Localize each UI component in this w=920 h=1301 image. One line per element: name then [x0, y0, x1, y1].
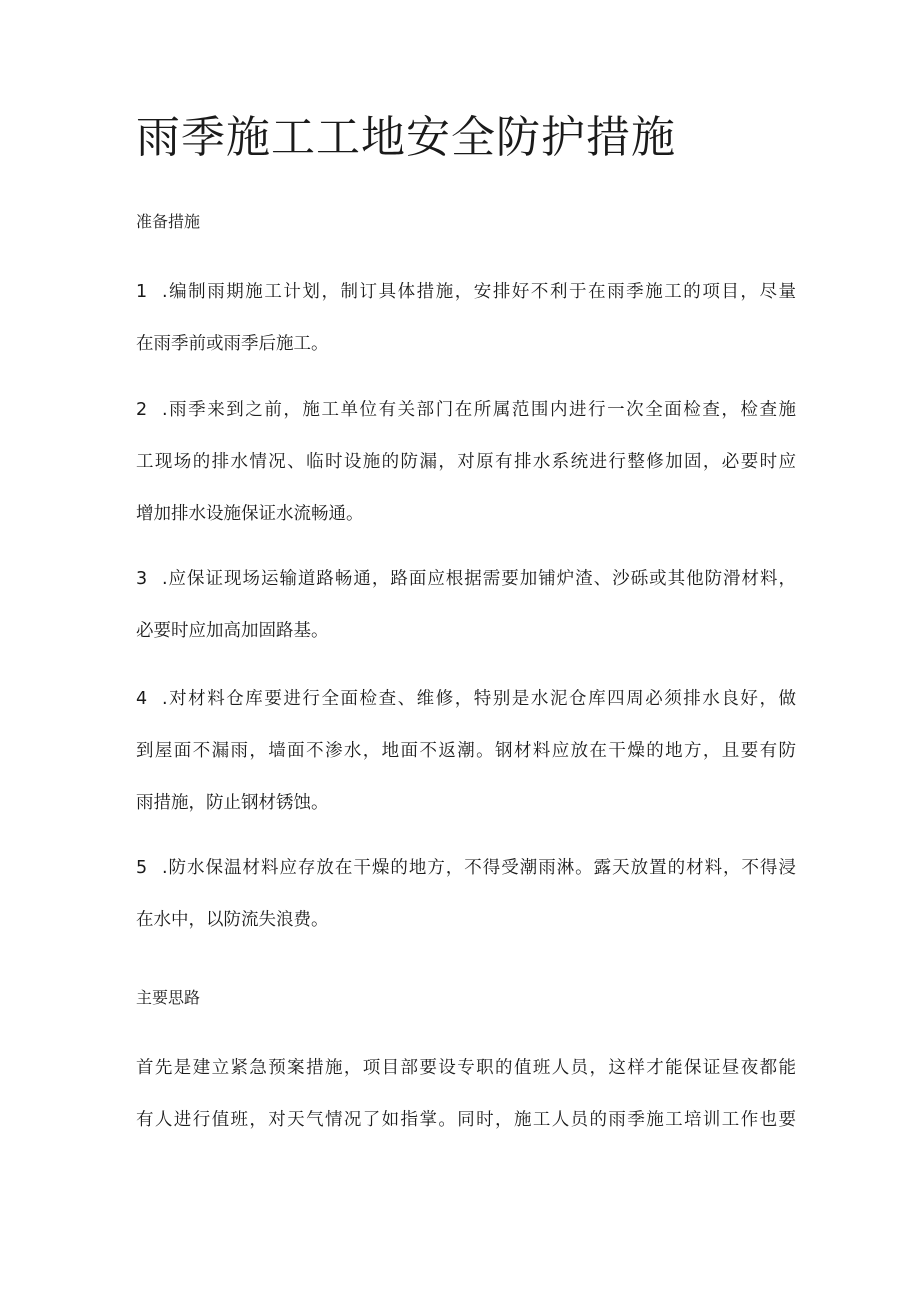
list-item-line — [136, 397, 796, 449]
list-item-2 — [136, 397, 796, 553]
list-item-line: 必要时应加高加固路基。 — [136, 621, 329, 641]
list-item-number: 4 — [136, 689, 148, 709]
list-item-line: 在雨季前或雨季后施工。 — [136, 334, 329, 354]
list-item-number: 2 — [136, 400, 148, 420]
list-item-line: 在水中，以防流失浪费。 — [136, 910, 329, 930]
paragraph-line: 首先是建立紧急预案措施，项目部要设专职的值班人员，这样才能保证昼夜都能 — [136, 1058, 796, 1078]
section-heading-main-ideas: 主要思路 — [136, 988, 201, 1007]
section-heading-preparation: 准备措施 — [136, 212, 201, 231]
list-item-line — [136, 566, 796, 618]
list-item-line — [136, 855, 796, 907]
list-item-1 — [136, 279, 796, 383]
list-item-5 — [136, 855, 796, 959]
list-item-text: .雨季来到之前，施工单位有关部门在所属范围内进行一次全面检查，检查施 — [162, 400, 796, 420]
list-item-3 — [136, 566, 796, 670]
list-item-line: 到屋面不漏雨，墙面不渗水，地面不返潮。钢材料应放在干燥的地方，且要有防 — [136, 741, 796, 761]
list-item-text: .对材料仓库要进行全面检查、维修，特别是水泥仓库四周必须排水良好，做 — [162, 689, 796, 709]
list-item-text: .防水保温材料应存放在干燥的地方，不得受潮雨淋。露天放置的材料，不得浸 — [162, 858, 796, 878]
main-ideas-paragraph — [136, 1055, 796, 1159]
list-item-line — [136, 686, 796, 738]
list-item-number: 1 — [136, 282, 148, 302]
document-title: 雨季施工工地安全防护措施 — [136, 112, 676, 163]
list-item-text: .编制雨期施工计划，制订具体措施，安排好不利于在雨季施工的项目，尽量 — [162, 282, 796, 302]
list-item-number: 5 — [136, 858, 148, 878]
list-item-number: 3 — [136, 569, 148, 589]
list-item-line: 增加排水设施保证水流畅通。 — [136, 504, 364, 524]
list-item-4 — [136, 686, 796, 842]
list-item-line — [136, 279, 796, 331]
paragraph-line: 有人进行值班，对天气情况了如指掌。同时，施工人员的雨季施工培训工作也要 — [136, 1110, 796, 1130]
list-item-line: 工现场的排水情况、临时设施的防漏，对原有排水系统进行整修加固，必要时应 — [136, 452, 796, 472]
list-item-text: .应保证现场运输道路畅通，路面应根据需要加铺炉渣、沙砾或其他防滑材料， — [162, 569, 796, 589]
list-item-line: 雨措施，防止钢材锈蚀。 — [136, 793, 329, 813]
